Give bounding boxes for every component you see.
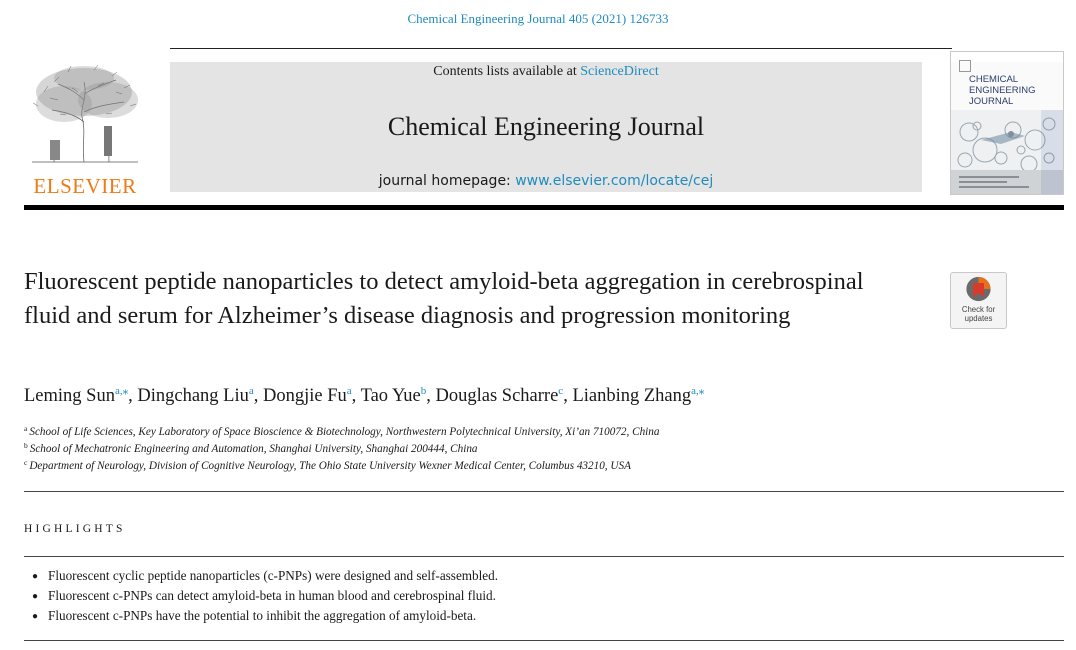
- homepage-prefix: journal homepage:: [378, 173, 516, 189]
- bullet-icon: ●: [32, 611, 39, 622]
- cover-artwork: [951, 110, 1063, 194]
- affiliation-marker[interactable]: a: [346, 385, 352, 397]
- cover-logo-icon: [959, 60, 971, 72]
- highlight-text: Fluorescent c-PNPs have the potential to inhibit the aggregation of amyloid-beta.: [48, 608, 477, 623]
- affiliation-line: [24, 441, 659, 458]
- highlights-heading: HIGHLIGHTS: [24, 523, 126, 535]
- affiliation-marker[interactable]: a,: [691, 385, 699, 397]
- affiliation-text: Department of Neurology, Division of Cognitive Neurology, The Ohio State University Wexner Medical Center, Columbus 43210, USA: [29, 460, 631, 472]
- author-name[interactable]: Douglas Scharre: [435, 386, 559, 406]
- author-name[interactable]: Dongjie Fu: [263, 386, 347, 406]
- author-list: Leming Sun$^{a,⁎}$, Dingchang Liu$^a$, Dongjie Fu$^a$, Tao Yue$^b$, Douglas Scharre$^c$, Lianbing Zhang$^{a,⁎}$: [24, 385, 705, 406]
- affiliation-mark: c: [24, 458, 28, 467]
- section-rule: [24, 491, 1064, 492]
- author-name[interactable]: Lianbing Zhang: [572, 386, 692, 406]
- affiliation-marker[interactable]: a: [248, 385, 254, 397]
- check-for-updates-line2: updates: [964, 313, 993, 323]
- cover-title-line: CHEMICAL: [969, 74, 1019, 85]
- highlight-item: [32, 586, 498, 606]
- header-rule-top: [170, 48, 952, 49]
- cover-title: [969, 74, 1036, 107]
- homepage-link[interactable]: www.elsevier.com/locate/cej: [515, 173, 714, 189]
- affiliation-marker[interactable]: c: [558, 385, 564, 397]
- journal-citation[interactable]: Chemical Engineering Journal 405 (2021) 126733: [407, 11, 669, 26]
- header-rule-bottom: [24, 205, 1064, 210]
- affiliation-marker[interactable]: a,: [114, 385, 123, 397]
- highlights-list: [32, 566, 498, 626]
- affiliation-mark: b: [24, 441, 28, 450]
- contents-line: [170, 64, 922, 80]
- check-for-updates-label: [951, 306, 1006, 323]
- highlight-text: Fluorescent c-PNPs can detect amyloid-beta in human blood and cerebrospinal fluid.: [48, 588, 496, 603]
- elsevier-wordmark: ELSEVIER: [33, 174, 137, 198]
- journal-banner: [170, 62, 922, 192]
- highlight-item: [32, 566, 498, 586]
- journal-cover-thumbnail[interactable]: [950, 51, 1064, 195]
- check-for-updates-button[interactable]: [950, 272, 1007, 329]
- bullet-icon: ●: [32, 591, 39, 602]
- homepage-line: [170, 173, 922, 189]
- section-rule: [24, 556, 1064, 557]
- elsevier-tree-icon: [24, 62, 146, 172]
- corresponding-author-icon[interactable]: ⁎: [122, 385, 129, 397]
- author-name[interactable]: Leming Sun: [24, 386, 115, 406]
- article-title: Fluorescent peptide nanoparticles to detect amyloid-beta aggregation in cerebrospinal fluid and serum for Alzheimer’s disease diagnosis and progression monitoring: [24, 268, 864, 329]
- highlight-item: [32, 606, 498, 626]
- affiliation-marker[interactable]: b: [420, 385, 427, 397]
- check-for-updates-icon: [951, 273, 1006, 305]
- affiliation-line: [24, 424, 659, 441]
- sciencedirect-link[interactable]: ScienceDirect: [580, 64, 659, 79]
- cover-title-line: JOURNAL: [969, 96, 1014, 107]
- contents-prefix: Contents lists available at: [433, 64, 581, 79]
- corresponding-author-icon[interactable]: ⁎: [698, 385, 705, 397]
- cover-title-line: ENGINEERING: [969, 85, 1036, 96]
- affiliation-line: [24, 458, 659, 475]
- affiliation-text: School of Life Sciences, Key Laboratory of Space Bioscience & Biotechnology, Northwestern Polytechnical University, Xi’an 710072, China: [29, 426, 660, 438]
- bullet-icon: ●: [32, 571, 39, 582]
- affiliation-text: School of Mechatronic Engineering and Automation, Shanghai University, Shanghai 200444, China: [29, 443, 478, 455]
- affiliation-mark: a: [24, 424, 28, 433]
- highlight-text: Fluorescent cyclic peptide nanoparticles (c-PNPs) were designed and self-assembled.: [48, 568, 499, 583]
- author-name[interactable]: Dingchang Liu: [137, 386, 249, 406]
- affiliations: [24, 424, 659, 475]
- elsevier-logo[interactable]: [24, 62, 146, 198]
- journal-name: Chemical Engineering Journal: [387, 112, 705, 141]
- check-for-updates-line1: Check for: [961, 305, 996, 314]
- author-name[interactable]: Tao Yue: [360, 386, 421, 406]
- section-rule: [24, 640, 1064, 641]
